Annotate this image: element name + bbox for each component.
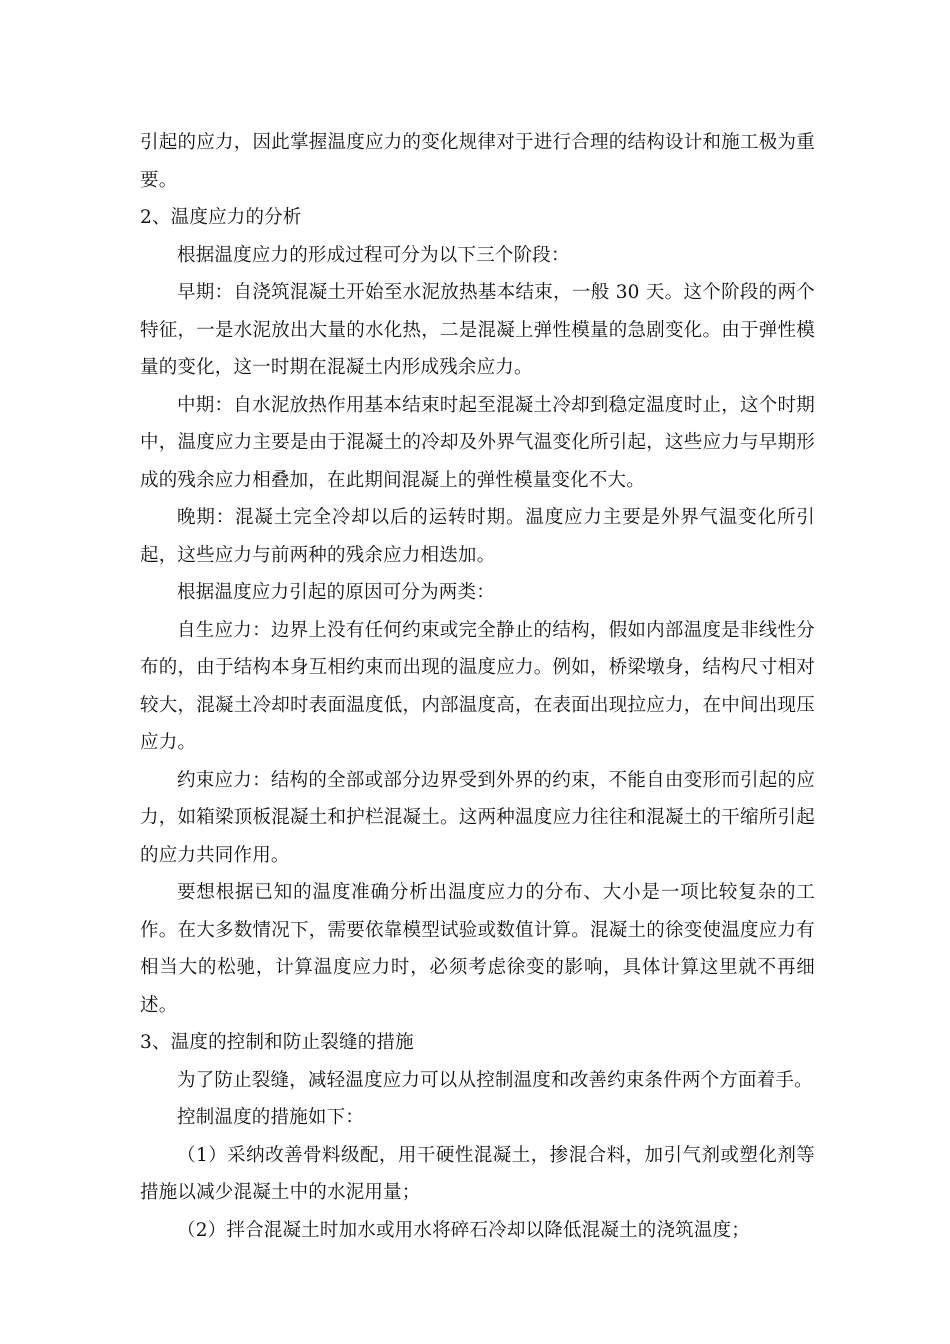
paragraph: 自生应力：边界上没有任何约束或完全静止的结构，假如内部温度是非线性分布的，由于结构本身互相约束而出现的温度应力。例如，桥梁墩身，结构尺寸相对较大，混凝土冷却时表面温度低，内部温度高，在表面出现拉应力，在中间出现压应力。 [140,619,815,753]
paragraph: 根据温度应力引起的原因可分为两类： [177,582,495,603]
paragraph-continued: 引起的应力，因此掌握温度应力的变化规律对于进行合理的结构设计和施工极为重要。 [140,132,815,191]
paragraph: 控制温度的措施如下： [177,1107,365,1128]
paragraph: 中期：自水泥放热作用基本结束时起至混凝土冷却到稳定温度时止，这个时期中，温度应力主要是由于混凝土的冷却及外界气温变化所引起，这些应力与早期形成的残余应力相叠加，在此期间混凝上的弹性模量变化不大。 [140,394,815,491]
list-item: （1）采纳改善骨料级配，用干硬性混凝土，掺混合料，加引气剂或塑化剂等措施以减少混凝土中的水泥用量； [140,1144,815,1203]
paragraph: 约束应力：结构的全部或部分边界受到外界的约束，不能自由变形而引起的应力，如箱梁顶板混凝土和护栏混凝土。这两种温度应力往往和混凝土的干缩所引起的应力共同作用。 [140,769,815,866]
paragraph: 晚期：混凝土完全冷却以后的运转时期。温度应力主要是外界气温变化所引起，这些应力与前两种的残余应力相迭加。 [140,507,815,566]
paragraph: 要想根据已知的温度准确分析出温度应力的分布、大小是一项比较复杂的工作。在大多数情况下，需要依靠模型试验或数值计算。混凝土的徐变使温度应力有相当大的松驰，计算温度应力时，必须考虑徐变的影响，具体计算这里就不再细述。 [140,882,815,1016]
section-heading-3: 3、温度的控制和防止裂缝的措施 [140,1032,414,1053]
list-item: （2）拌合混凝土时加水或用水将碎石冷却以降低混凝土的浇筑温度； [177,1219,750,1241]
document-body [140,124,815,1249]
section-heading-2: 2、温度应力的分析 [140,207,302,228]
paragraph: 早期：自浇筑混凝土开始至水泥放热基本结束，一般 30 天。这个阶段的两个特征，一是水泥放出大量的水化热，二是混凝上弹性模量的急剧变化。由于弹性模量的变化，这一时期在混凝土内形成残余应力。 [140,282,815,378]
paragraph: 根据温度应力的形成过程可分为以下三个阶段： [177,244,570,266]
paragraph: 为了防止裂缝，减轻温度应力可以从控制温度和改善约束条件两个方面着手。 [177,1069,813,1091]
